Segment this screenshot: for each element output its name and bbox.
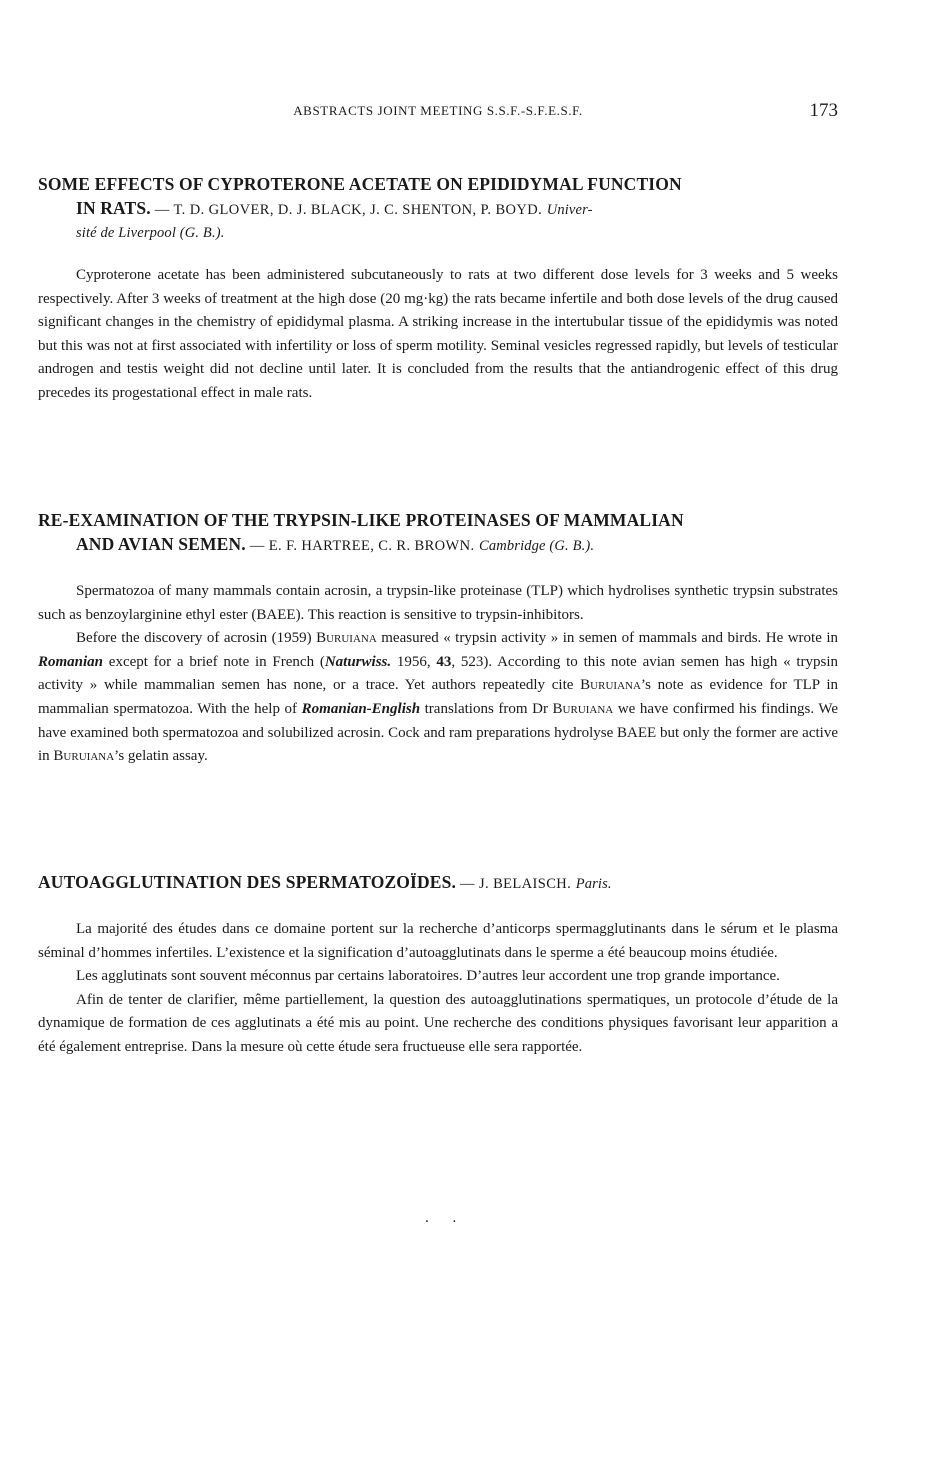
title-line-2: IN RATS. — [76, 198, 151, 218]
paragraph: Cyproterone acetate has been administered subcutaneously to rats at two different dose levels for 3 weeks and 5 weeks respectively. After 3 weeks of treatment at the high dose (20 mg·kg) the rats became infertile and both dose levels of the drug caused significant changes in the chemistry of epididymal plasma. A striking increase in the intertubular tissue of the epididymis was noted but this was not at first associated with infertility or loss of sperm motility. Seminal vesicles regressed rapidly, but levels of testicular androgen and testis weight did not decline until later. It is concluded from the results that the antiandrogenic effect of this drug precedes its progestational effect in male rats. — [38, 267, 838, 401]
abstract-body — [38, 264, 838, 406]
abstract-body — [38, 918, 838, 1060]
title-line-1: SOME EFFECTS OF CYPROTERONE ACETATE ON EPIDIDYMAL FUNCTION — [38, 174, 682, 194]
paragraph: Afin de tenter de clarifier, même partiellement, la question des autoagglutinations spermatiques, un protocole d’étude de la dynamique de formation de ces agglutinats a été mis au point. Une recherche des conditions physiques favorisant leur apparition a été également entreprise. Dans la mesure où cette étude sera fructueuse elle sera rapportée. — [38, 991, 838, 1055]
paragraph: Spermatozoa of many mammals contain acrosin, a trypsin-like proteinase (TLP) which hydrolises synthetic trypsin substrates such as benzoylarginine ethyl ester (BAEE). This reaction is sensitive to trypsin-inhibitors. — [38, 583, 838, 623]
author-name: Buruiana — [580, 677, 641, 694]
text-run: ’s note as evidence for TLP in mammalian spermatozoa. With the help of — [38, 677, 838, 717]
paragraph: Les agglutinats sont souvent méconnus par certains laboratoires. D’autres leur accordent une trop grande importance. — [76, 968, 780, 985]
page-number: 173 — [809, 100, 838, 121]
affiliation: Cambridge (G. B.). — [479, 538, 595, 554]
journal-name: Naturwiss. — [324, 653, 392, 670]
abstract-title — [38, 172, 838, 244]
text-run: Before the discovery of acrosin (1959) — [76, 630, 317, 647]
text-run: translations from Dr — [420, 700, 553, 717]
title-dash: — — [150, 202, 174, 218]
text-run: measured « trypsin activity » in semen of mammals and birds. He wrote in — [376, 630, 838, 647]
text-run: 1956, — [391, 653, 437, 670]
title-dash: — — [456, 876, 479, 892]
author-name: Buruiana — [53, 748, 115, 765]
abstract-title — [38, 870, 838, 896]
language-term: Romanian-English — [301, 700, 421, 717]
running-head — [38, 100, 838, 124]
abstract-title — [38, 508, 838, 558]
abstract-body — [38, 580, 838, 769]
text-run: except for a brief note in French ( — [103, 653, 325, 670]
title-line-1: RE-EXAMINATION OF THE TRYPSIN-LIKE PROTEINASES OF MAMMALIAN — [38, 510, 684, 530]
paragraph — [38, 627, 838, 769]
affiliation: Univer- — [546, 202, 593, 218]
author-name: Buruiana — [316, 630, 377, 647]
affiliation: Paris. — [575, 876, 612, 892]
text-run: ’s gelatin assay. — [114, 748, 208, 765]
paragraph: La majorité des études dans ce domaine portent sur la recherche d’anticorps spermagglutinants dans le sérum et le plasma séminal d’hommes infertiles. L’existence et la signification d’autoagglutinats dans le sperme a été beaucoup moins étudiée. — [38, 921, 838, 961]
text-run: , 523). According to this note avian semen has high « trypsin activity » while mammalian semen has none, or a trace. Yet authors repeatedly cite — [38, 653, 838, 694]
title-dash: — — [245, 538, 269, 554]
text-run: we have confirmed his findings. We have examined both spermatozoa and solubilized acrosin. Cock and ram preparations hydrolyse BAEE but only the former are active in — [38, 700, 838, 765]
end-mark: . . — [425, 1210, 467, 1226]
volume-number: 43 — [436, 653, 452, 670]
authors: E. F. HARTREE, C. R. BROWN. — [268, 538, 475, 554]
authors: J. BELAISCH. — [478, 876, 572, 892]
title-line-1: AUTOAGGLUTINATION DES SPERMATOZOÏDES. — [38, 872, 457, 892]
running-title: ABSTRACTS JOINT MEETING S.S.F.-S.F.E.S.F. — [293, 103, 583, 118]
language-term: Romanian — [38, 653, 104, 670]
authors: T. D. GLOVER, D. J. BLACK, J. C. SHENTON, P. BOYD. — [173, 202, 543, 218]
abstract-2 — [38, 508, 838, 769]
title-line-2-row — [38, 532, 838, 558]
title-line-2-row — [38, 196, 838, 222]
affiliation-continued: sité de Liverpool (G. B.). — [76, 225, 225, 241]
abstract-3 — [38, 870, 838, 1060]
title-line-2: AND AVIAN SEMEN. — [76, 534, 246, 554]
abstract-1 — [38, 172, 838, 406]
author-name: Buruiana — [552, 700, 614, 717]
